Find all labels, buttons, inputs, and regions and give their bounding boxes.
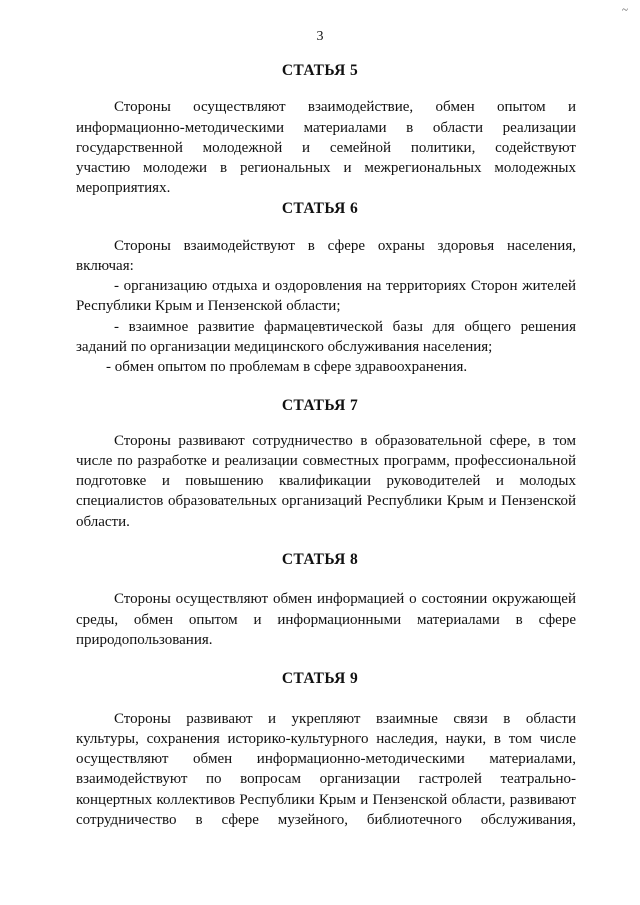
article-9-line: осуществляют обмен информационно-методическими материалами, bbox=[76, 751, 576, 767]
article-7-line: Стороны развивают сотрудничество в образовательной сфере, в том bbox=[114, 433, 576, 449]
article-9-line: взаимодействуют по вопросам организации гастролей театрально- bbox=[76, 771, 576, 787]
article-5-line: информационно-методическими материалами в области реализации bbox=[76, 120, 576, 136]
corner-mark: ~ bbox=[622, 4, 628, 16]
article-6-line: Стороны взаимодействуют в сфере охраны здоровья населения, bbox=[114, 238, 576, 254]
article-5-line: государственной молодежной и семейной политики, содействуют bbox=[76, 140, 576, 156]
article-6-line: - организацию отдыха и оздоровления на территориях Сторон жителей bbox=[114, 278, 576, 294]
article-5-line: мероприятиях. bbox=[76, 180, 171, 196]
article-6-line: Республики Крым и Пензенской области; bbox=[76, 298, 341, 314]
article-7-heading: СТАТЬЯ 7 bbox=[281, 397, 359, 414]
article-5-heading: СТАТЬЯ 5 bbox=[281, 62, 359, 79]
article-9-line: концертных коллективов Республики Крым и Пензенской области, развивают bbox=[76, 792, 576, 808]
article-6-line: - обмен опытом по проблемам в сфере здравоохранения. bbox=[106, 359, 468, 375]
article-6-line: - взаимное развитие фармацевтической базы для общего решения bbox=[114, 319, 576, 335]
article-8-heading: СТАТЬЯ 8 bbox=[281, 551, 359, 568]
article-9-line: Стороны развивают и укрепляют взаимные связи в области bbox=[114, 711, 576, 727]
article-8-line: среды, обмен опытом и информационными материалами в сфере bbox=[76, 612, 576, 628]
article-9-line: культуры, сохранения историко-культурного наследия, науки, в том числе bbox=[76, 731, 576, 747]
article-6-heading: СТАТЬЯ 6 bbox=[281, 200, 359, 217]
article-6-line: заданий по организации медицинского обслуживания населения; bbox=[76, 339, 493, 355]
article-7-line: числе по разработке и реализации совместных программ, профессиональной bbox=[76, 453, 576, 469]
article-9-heading: СТАТЬЯ 9 bbox=[281, 670, 359, 687]
article-8-line: Стороны осуществляют обмен информацией о состоянии окружающей bbox=[114, 591, 576, 607]
page-number: 3 bbox=[316, 29, 324, 44]
article-5-line: участию молодежи в региональных и межрегиональных молодежных bbox=[76, 160, 576, 176]
article-8-line: природопользования. bbox=[76, 632, 213, 648]
article-6-line: включая: bbox=[76, 258, 134, 274]
article-5-line: Стороны осуществляют взаимодействие, обмен опытом и bbox=[114, 99, 576, 115]
article-7-line: специалистов образовательных организаций Республики Крым и Пензенской bbox=[76, 493, 576, 509]
article-9-line: сотрудничество в сфере музейного, библиотечного обслуживания, bbox=[76, 812, 576, 828]
article-7-line: подготовке и повышению квалификации руководителей и молодых bbox=[76, 473, 576, 489]
article-7-line: области. bbox=[76, 514, 130, 530]
